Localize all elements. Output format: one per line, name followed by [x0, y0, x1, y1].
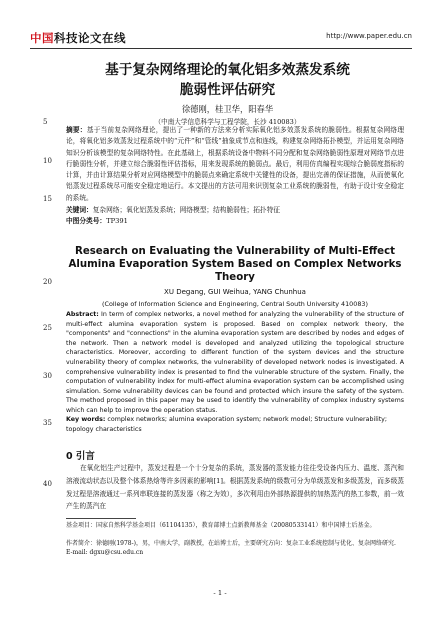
line-number: 40 — [43, 480, 52, 488]
abstract-chinese — [66, 125, 404, 204]
abstract-english — [66, 310, 404, 416]
page-header — [30, 30, 412, 46]
title-english: Research on Evaluating the Vulnerability of Multi-Effect Alumina Evaporation System Based on Complex Networks Theory — [68, 246, 402, 283]
keywords-label: 关键词： — [66, 206, 93, 214]
keywords-english — [66, 415, 404, 434]
body-paragraph: 在氧化铝生产过程中，蒸发过程是一个十分复杂的系统，蒸发器的蒸发能力往往受设备内压力、温度、蒸汽和溶液流动状态以及整个体系热焓等许多因素的影响[1]。根据蒸发系统的级数可分为单级蒸发和多级蒸发，而多级蒸发过程是溶液通过一系列串联连接的蒸发器（称之为效），多次利用由外部热源提供的加热蒸汽的热工参数，前一效产生的蒸汽在 — [66, 464, 404, 511]
page-number: - 1 - — [213, 589, 227, 597]
logo-red-text: 中国 — [30, 31, 54, 45]
abstract-text: 基于当前复杂网络理论，提出了一种新的方法来分析实际氧化铝多效蒸发系统的脆弱性。根据复杂网络理论，将氧化铝多效蒸发过程系统中的“元件”和“管线”抽象成节点和连线，构建复杂网络拓扑模型，并运用复杂网络知识分析该模型的复杂网络特性。在此基础上，根据系统设备中物料不同分配和复杂网络脆弱性原理对网络节点进行脆弱性分析，并建立综合脆弱性评估指标，用来发现系统的脆弱点。最后，利用仿真编程实现综合脆弱度指标的计算，并由计算结果分析对应网络模型中的脆弱点来确定系统中关键性的设备，提出完善的保证措施，从而使氧化铝蒸发过程系统尽可能安全稳定地运行。本文提出的方法可用来识别复杂工业系统的脆弱性，有助于设计安全稳定的系统。 — [66, 126, 405, 202]
title-chinese-line: 脆弱性评估研究 — [179, 82, 276, 98]
affiliation-english: (College of Information Science and Engineering, Central South University 410083) — [102, 300, 368, 308]
keywords-chinese — [66, 205, 404, 216]
abstract-label: 摘要： — [66, 126, 87, 134]
abstract-english-label: Abstract: — [66, 311, 99, 318]
line-number: 25 — [43, 324, 52, 332]
journal-logo — [30, 30, 126, 46]
authors-chinese: 徐德刚，桂卫华，阳春华 — [181, 104, 274, 114]
footnote-rule — [66, 518, 136, 519]
abstract-english-text: In term of complex networks, a novel method for analyzing the vulnerability of the structure of multi-effect alumina evaporation system is proposed. Based on complex network theory, the "components" and "connections" in the alumina evaporation system are described by nodes and edges of the network. Then a network model is developed and analyzed utilizing the topological structure characteristics. Moreover, according to different function of the system devices and the structure vulnerability theory of complex networks, the vulnerability of developed network nodes is investigated. A comprehensive vulnerability index is presented to find the vulnerable structure of the system. Finally, the computation of vulnerability index for multi-effect alumina evaporation system can be accomplished using simulation. Some vulnerability devices can be found and protected which insure the safety of the system. The method proposed in this paper may be used to identify the vulnerability of complex industry systems which can help to improve the operation status. — [66, 311, 404, 414]
title-chinese-line: 基于复杂网络理论的氧化铝多效蒸发系统 — [105, 62, 350, 78]
line-number: 35 — [43, 419, 52, 427]
title-chinese — [55, 60, 400, 100]
keywords-english-label: Key words: — [66, 416, 106, 423]
classification-text: TP391 — [106, 217, 128, 225]
line-number: 30 — [43, 372, 52, 380]
line-number: 15 — [43, 195, 52, 203]
line-number: 20 — [43, 278, 52, 286]
line-number: 5 — [43, 118, 48, 126]
keywords-text: 复杂网络；氧化铝蒸发系统；网络模型；结构脆弱性；拓扑特征 — [92, 206, 280, 214]
classification-number — [66, 216, 404, 227]
logo-black-text: 科技论文在线 — [54, 31, 126, 45]
affiliation-chinese: （中南大学信息科学与工程学院，长沙 410083） — [154, 118, 301, 126]
footnote-author-bio: 作者简介：徐德刚(1978-)，男，中南大学，副教授，在站博士后，主要研究方向：复杂工业系统控制与优化、复杂网络研究. E-mail: dgxu@csu.edu.cn — [66, 540, 396, 556]
keywords-english-text: complex networks; alumina evaporation system; network model; Structure vulnerability; topology characteristics — [66, 416, 388, 433]
classification-label: 中图分类号： — [66, 217, 107, 225]
authors-english: XU Degang, GUI Weihua, YANG Chunhua — [164, 288, 306, 296]
line-number: 10 — [43, 157, 52, 165]
header-rule — [30, 48, 412, 49]
header-url[interactable]: http://www.paper.edu.cn — [326, 32, 412, 40]
footnote-funding: 基金项目：国家自然科学基金项目（61104135），教育部博士点新教师基金（20080533141）和中国博士后基金。 — [66, 522, 376, 529]
section-heading: 0 引言 — [66, 451, 95, 462]
